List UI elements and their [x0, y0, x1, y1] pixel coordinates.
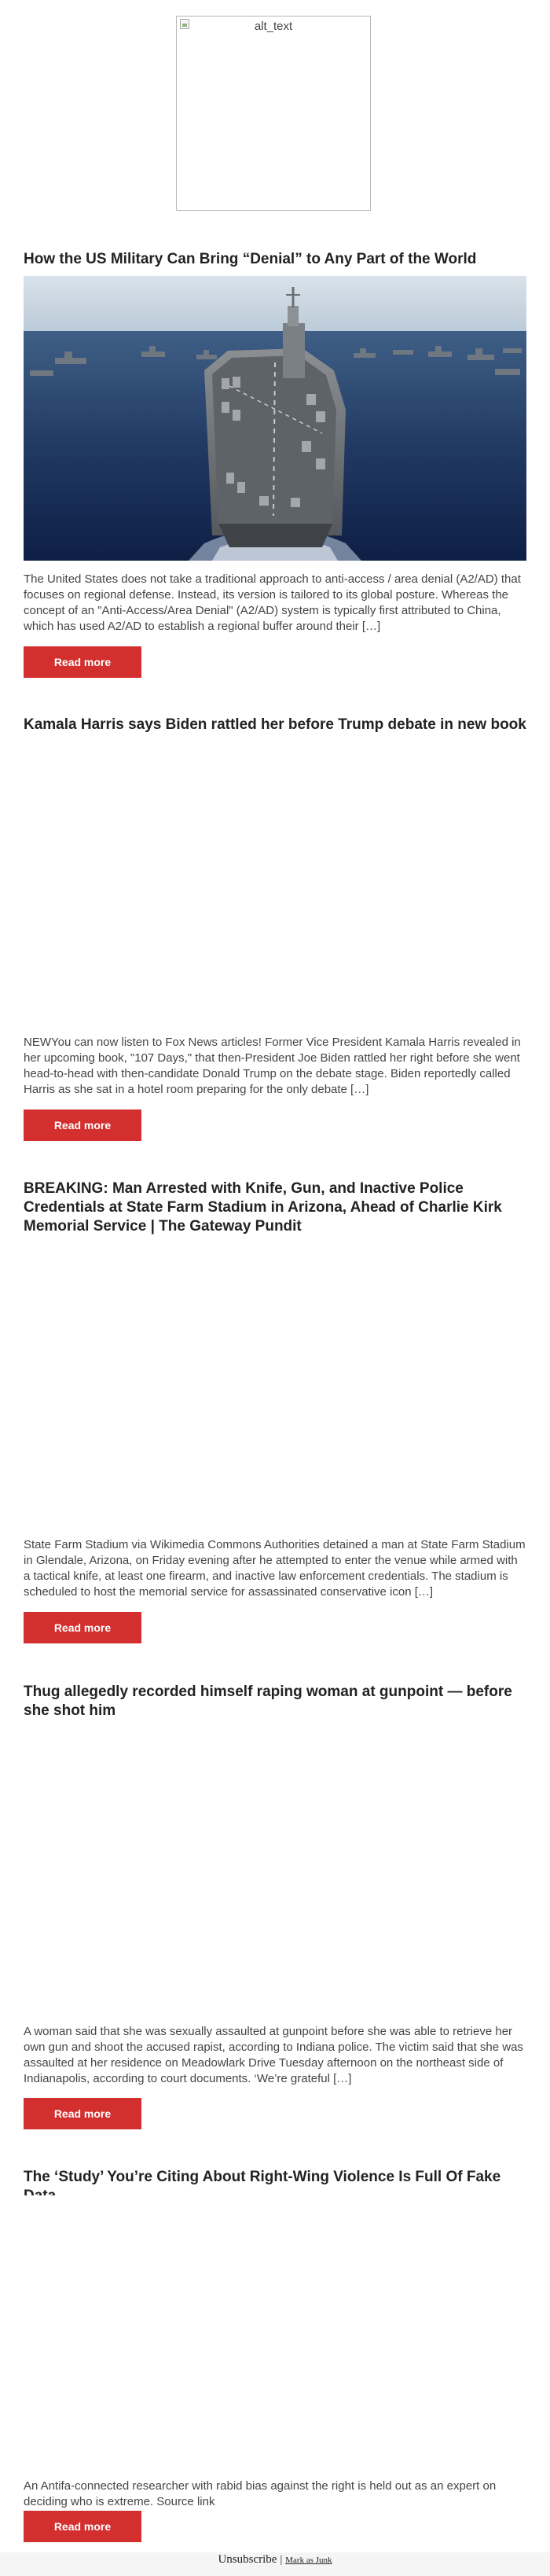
article-1 — [24, 250, 526, 269]
header-image — [176, 16, 371, 211]
article-excerpt: State Farm Stadium via Wikimedia Commons Authorities detained a man at State Farm Stadium in Glendale, Arizona, on Friday evening after he attempted to enter the venue while armed with a tactical knife, at least one firearm, and inactive law enforcement credentials. The stadium is scheduled to host the memorial service for assassinated conservative icon […] — [24, 1538, 526, 1599]
header-image-alt-text: alt_text — [254, 20, 293, 33]
aircraft-carrier-photo — [24, 276, 526, 561]
article-4-image-placeholder[interactable] — [24, 1730, 526, 2015]
article-3-image-placeholder[interactable] — [24, 1246, 526, 1531]
article-excerpt: A woman said that she was sexually assaulted at gunpoint before she was able to retrieve her own gun and shoot the accused rapist, according to Indiana police. The victim said that she was assaulted at her residence on Meadowlark Drive Tuesday afternoon on the northeast side of Indianapolis, according to court documents. ‘We’re grateful […] — [24, 2025, 523, 2085]
article-title[interactable]: The ‘Study’ You’re Citing About Right-Wing Violence Is Full Of Fake — [24, 2169, 501, 2185]
footer — [0, 2552, 550, 2576]
read-more-button[interactable]: Read more — [24, 646, 141, 678]
footer-separator: | — [280, 2554, 283, 2566]
unsubscribe-link[interactable]: Unsubscribe — [218, 2553, 277, 2566]
read-more-button[interactable]: Read more — [24, 2098, 141, 2129]
article-2-image-placeholder[interactable] — [24, 743, 526, 1028]
article-title[interactable]: Kamala Harris says Biden rattled her before Trump debate in new book — [24, 716, 526, 733]
article-title[interactable]: How the US Military Can Bring “Denial” to Any Part of the World — [24, 251, 477, 267]
article-title[interactable]: BREAKING: Man Arrested with Knife, Gun, and Inactive Police Credentials at State Farm Stadium in Arizona, Ahead of Charlie Kirk Memorial Service | The Gateway Pundit — [24, 1180, 502, 1235]
read-more-button[interactable]: Read more — [24, 1612, 141, 1643]
article-3 — [24, 1179, 526, 1236]
article-excerpt: The United States does not take a traditional approach to anti-access / area denial (A2/AD) that focuses on regional defense. Instead, its version is tailored to its global posture. Whereas the concept of an "Anti-Access/Area Denial" (A2/AD) system is typically first attributed to China, which has used A2/AD to establish a regional buffer around their […] — [24, 572, 521, 633]
read-more-button[interactable]: Read more — [24, 1110, 141, 1141]
article-1-image[interactable] — [24, 276, 526, 561]
article-excerpt: An Antifa-connected researcher with rabid bias against the right is held out as an expert on deciding who is extreme. Source link — [24, 2479, 497, 2508]
read-more-button[interactable]: Read more — [24, 2511, 141, 2542]
article-4 — [24, 1683, 526, 1720]
article-excerpt: NEWYou can now listen to Fox News articles! Former Vice President Kamala Harris revealed in her upcoming book, "107 Days," that then-President Joe Biden rattled her right before she went head-to-head with then-candidate Donald Trump on the debate stage. Biden reportedly called Harris as she sat in a hotel room preparing for the only debate […] — [24, 1036, 521, 1096]
article-5-image-placeholder[interactable] — [24, 2195, 526, 2480]
mark-as-junk-link[interactable]: Mark as Junk — [285, 2556, 332, 2565]
article-title[interactable]: Thug allegedly recorded himself raping woman at gunpoint — before she shot him — [24, 1684, 512, 1719]
article-2 — [24, 716, 526, 734]
